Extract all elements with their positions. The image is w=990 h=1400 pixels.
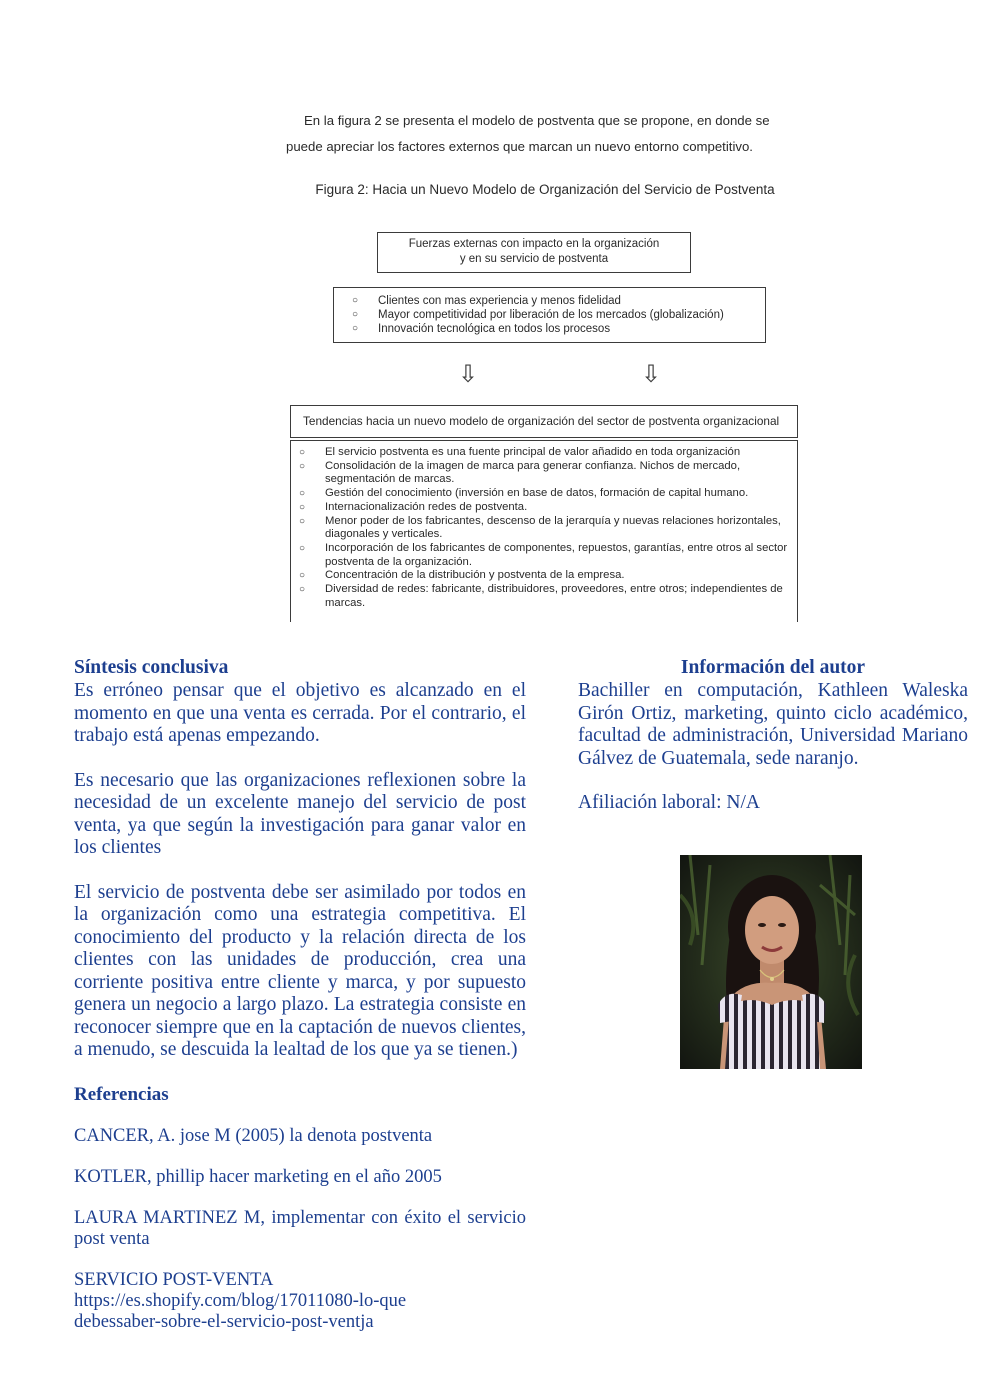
figure-2 (280, 100, 820, 620)
list-item: ○ Consolidación de la imagen de marca para generar confianza. Nichos de mercado, segmentación de marcas. (299, 459, 741, 486)
trends-list (299, 446, 797, 610)
reference-item: KOTLER, phillip hacer marketing en el año 2005 (74, 1167, 442, 1187)
synthesis-paragraph: Es erróneo pensar que el objetivo es alcanzado en el momento en que una venta es cerrada. Por el contrario, el trabajo está apenas empezando. (74, 680, 526, 746)
synthesis-paragraph: El servicio de postventa debe ser asimilado por todos en la organización como una estrategia competitiva. El conocimiento del producto y la relación directa de los clientes con las unidades de producción, crea una corriente positiva entre cliente y marca, y por supuesto genera un negocio a largo plazo. La estrategia consiste en reconocer siempre que en la captación de nuevos clientes, a menudo, se descuida la lealtad de los que ya se tienen.) (74, 881, 526, 1060)
synthesis-paragraph: Es necesario que las organizaciones reflexionen sobre la necesidad de un excelente manejo del servicio de post venta, ya que según la investigación para ganar valor en los clientes (74, 769, 526, 858)
figure-intro-line-2: puede apreciar los factores externos que marcan un nuevo entorno competitivo. (286, 139, 753, 154)
circle-bullet-icon: ○ (299, 460, 306, 472)
external-forces-line-2: y en su servicio de postventa (459, 253, 609, 265)
circle-bullet-icon: ○ (352, 295, 359, 306)
circle-bullet-icon: ○ (299, 447, 306, 458)
reference-web-title: SERVICIO POST-VENTA (74, 1270, 274, 1290)
figure-intro-line-1: En la figura 2 se presenta el modelo de postventa que se propone, en donde se (304, 113, 770, 128)
author-photo (680, 855, 862, 1069)
list-item: ○ Incorporación de los fabricantes de componentes, repuestos, garantías, entre otros al sector postventa de la organización. (299, 541, 788, 568)
trends-list-box (290, 440, 798, 622)
circle-bullet-icon: ○ (352, 323, 359, 334)
circle-bullet-icon: ○ (299, 570, 306, 582)
circle-bullet-icon: ○ (299, 542, 306, 554)
reference-url-line-2: debessaber-sobre-el-servicio-post-ventja (74, 1312, 374, 1332)
left-column (74, 656, 526, 1353)
author-affiliation: Afiliación laboral: N/A (578, 792, 760, 813)
list-item: ○ Menor poder de los fabricantes, descenso de la jerarquía y nuevas relaciones horizontales, diagonales y verticales. (299, 514, 781, 541)
reference-item: LAURA MARTINEZ M, implementar con éxito el servicio post venta (74, 1208, 526, 1249)
list-item: ○ Internacionalización redes de postventa. (299, 500, 528, 513)
circle-bullet-icon: ○ (299, 515, 306, 527)
list-item: ○ Clientes con mas experiencia y menos fidelidad (352, 295, 621, 307)
references-heading: Referencias (74, 1083, 169, 1105)
trends-title-box (290, 405, 798, 438)
list-item: ○ Mayor competitividad por liberación de los mercados (globalización) (352, 309, 724, 321)
figure-intro-text (286, 108, 816, 160)
author-bio: Bachiller en computación, Kathleen Waleska Girón Ortiz, marketing, quinto ciclo académico, facultad de administración, Universidad Mariano Gálvez de Guatemala, sede naranjo. (578, 680, 968, 769)
circle-bullet-icon: ○ (299, 584, 306, 596)
list-item: ○ Concentración de la distribución y postventa de la empresa. (299, 569, 625, 582)
circle-bullet-icon: ○ (299, 488, 306, 500)
list-item: ○ El servicio postventa es una fuente principal de valor añadido en toda organización (299, 446, 741, 458)
reference-item: CANCER, A. jose M (2005) la denota postventa (74, 1126, 433, 1146)
external-forces-list (352, 294, 765, 336)
reference-url-line-1: https://es.shopify.com/blog/17011080-lo-que (74, 1291, 407, 1311)
external-forces-line-1: Fuerzas externas con impacto en la organización (408, 238, 660, 250)
figure-caption: Figura 2: Hacia un Nuevo Modelo de Organización del Servicio de Postventa (315, 182, 775, 197)
right-column (578, 656, 968, 815)
external-forces-box (377, 232, 691, 273)
list-item: ○ Diversidad de redes: fabricante, distribuidores, proveedores, entre otros; independientes de marcas. (299, 583, 783, 609)
list-item: ○ Innovación tecnológica en todos los procesos (352, 323, 611, 335)
down-arrow-icon: ⇩ (458, 360, 479, 388)
down-arrow-icon: ⇩ (641, 360, 662, 388)
reference-item-web (74, 1270, 526, 1333)
author-heading: Información del autor (680, 657, 866, 678)
synthesis-heading: Síntesis conclusiva (74, 657, 229, 678)
trends-title: Tendencias hacia un nuevo modelo de organización del sector de postventa organizacional (303, 414, 780, 428)
circle-bullet-icon: ○ (299, 501, 306, 513)
circle-bullet-icon: ○ (352, 309, 359, 320)
list-item: ○ Gestión del conocimiento (inversión en base de datos, formación de capital humano. (299, 487, 749, 500)
external-forces-list-box (333, 287, 766, 343)
